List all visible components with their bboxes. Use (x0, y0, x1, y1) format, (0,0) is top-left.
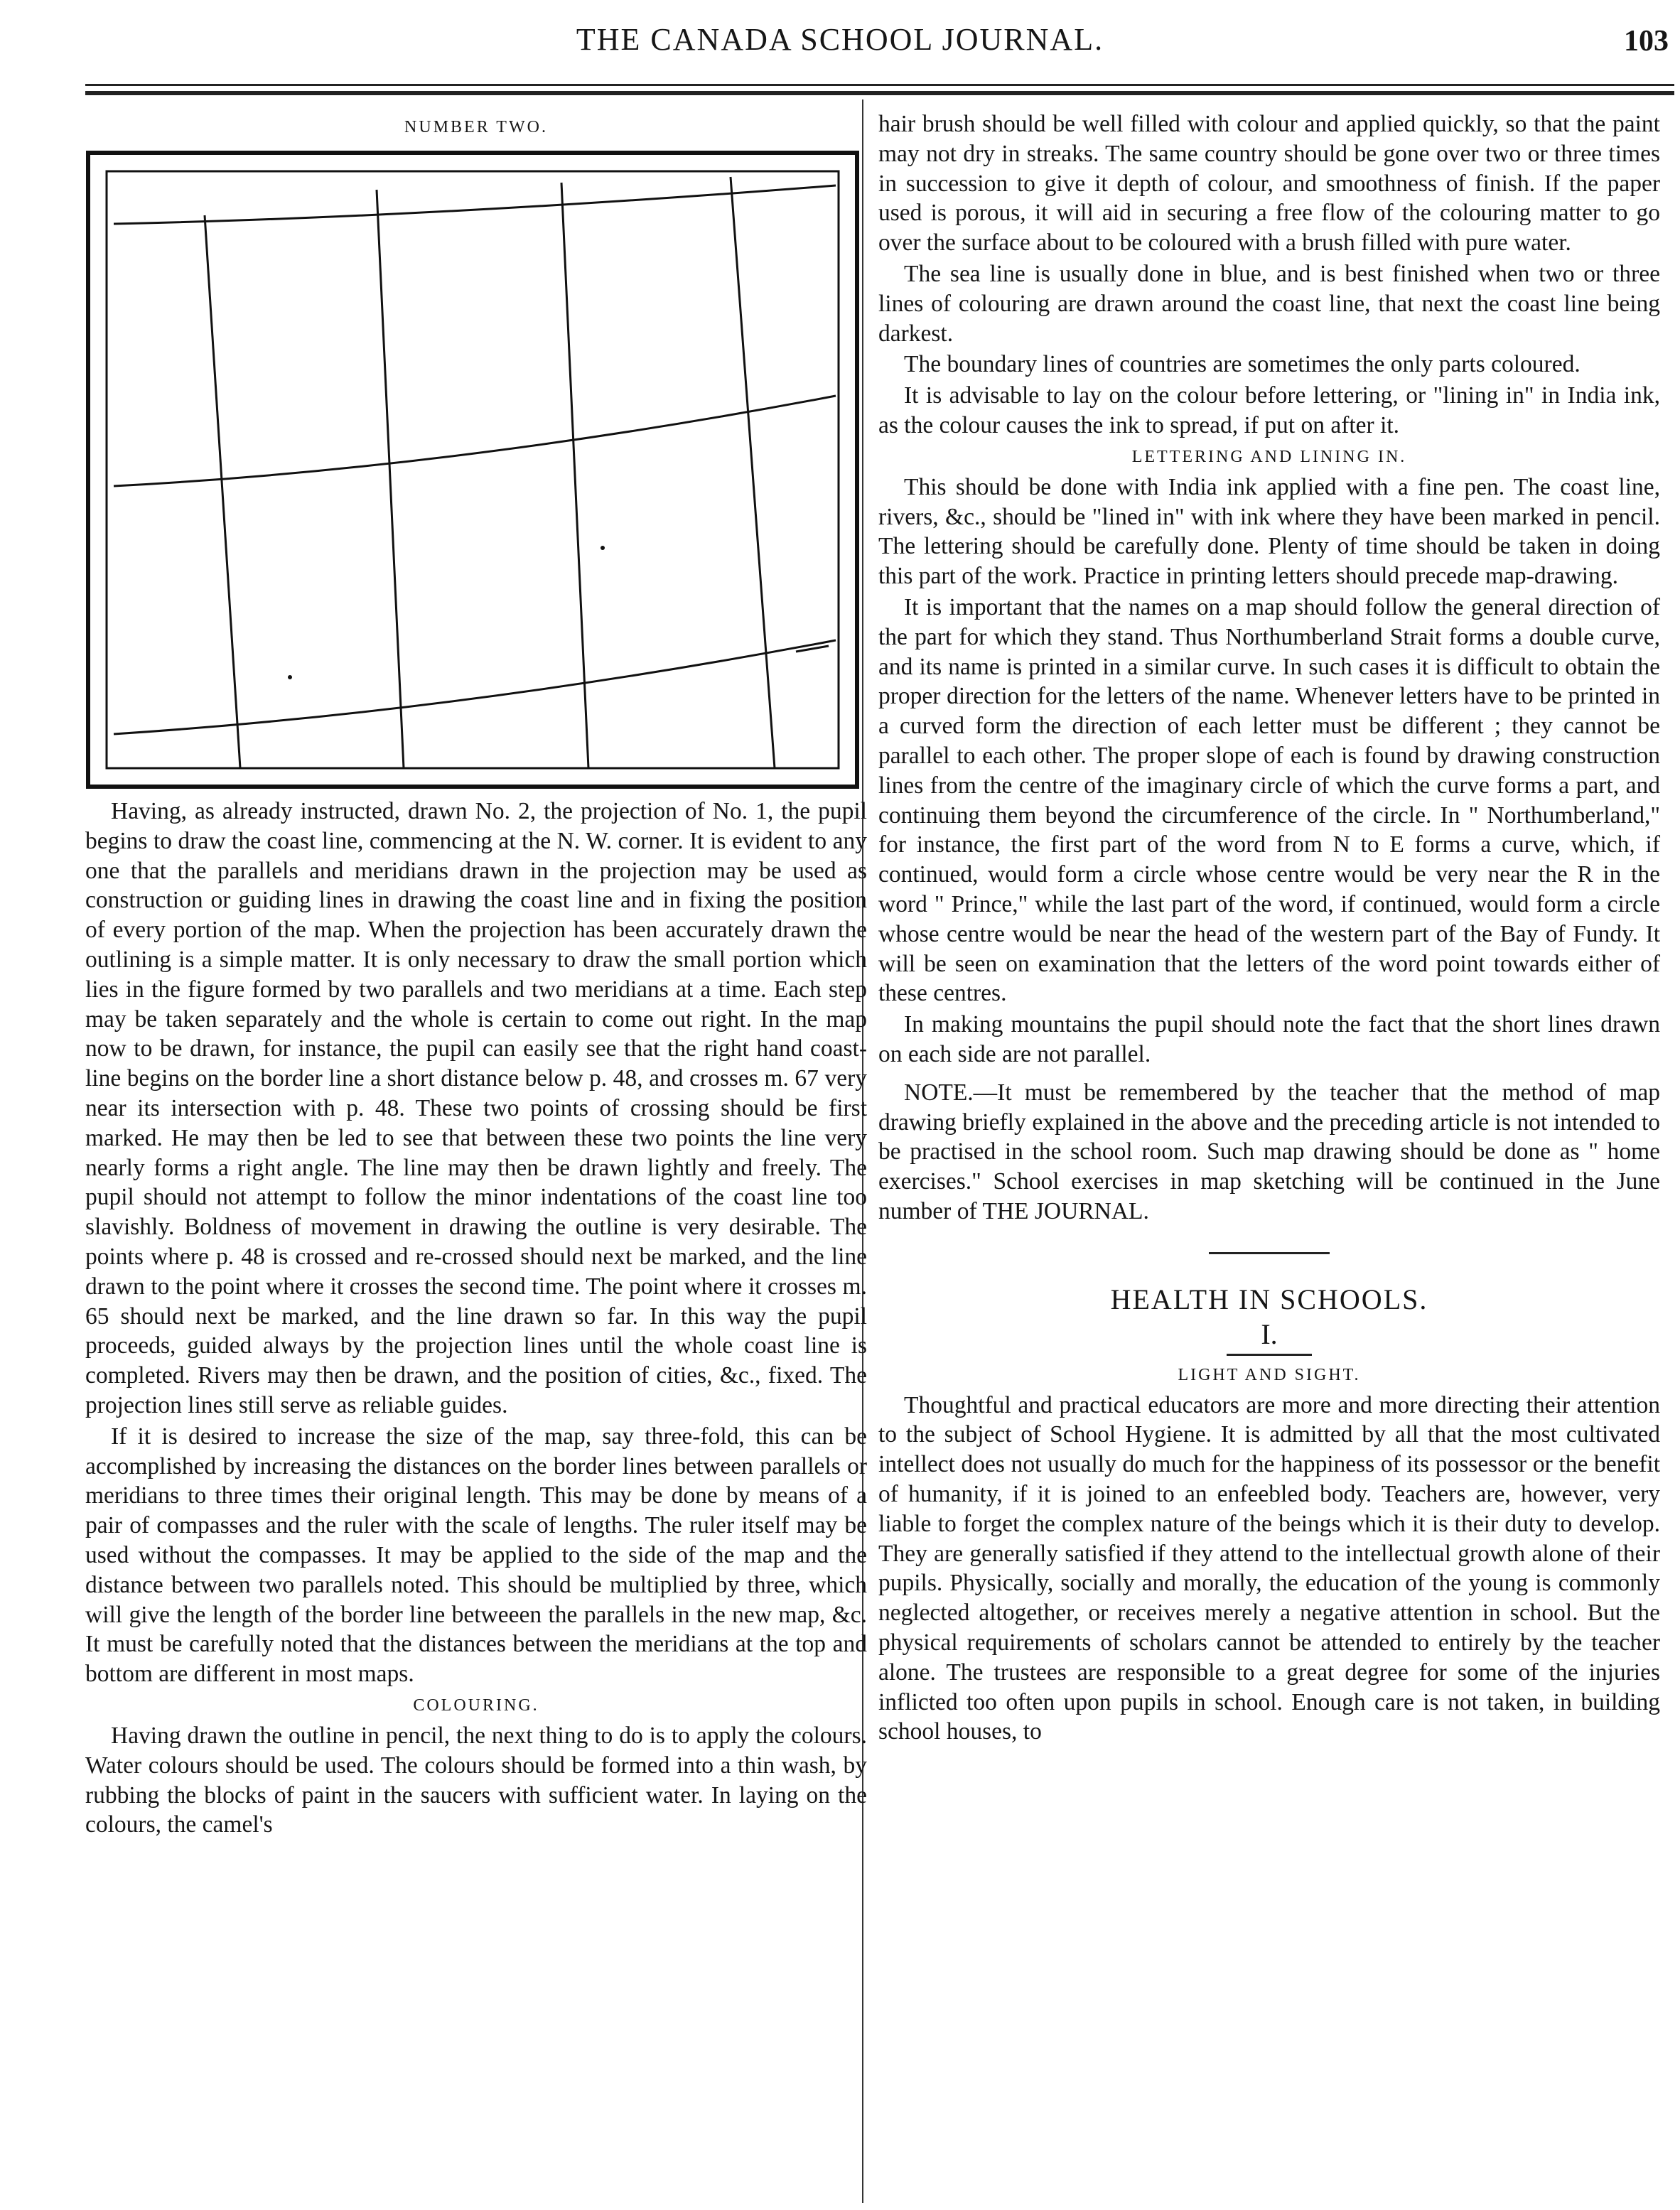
light-and-sight-heading: LIGHT AND SIGHT. (1178, 1365, 1361, 1384)
right-paragraph-5: This should be done with India ink applied with a fine pen. The coast line, rivers, &c., should be "lined in" with ink where they have been marked in pencil. The lettering should be carefully done. Plenty of time should be taken in doing this part of the work. Practice in printing letters should precede map-drawing. (878, 473, 1660, 590)
figure-dot-2 (288, 675, 292, 679)
meridian-line-3 (561, 183, 588, 768)
section-divider-rule (1209, 1252, 1330, 1254)
meridian-line-4 (731, 177, 775, 768)
map-projection-figure (85, 150, 860, 789)
health-section-numeral: I. (1261, 1317, 1278, 1350)
header-rule-thick (85, 91, 1674, 95)
parallel-line-1 (114, 185, 836, 224)
right-paragraph-2: The sea line is usually done in blue, and is best finished when two or three lines of colouring are drawn around the coast line, that next the coast line being darkest. (878, 260, 1660, 347)
right-column (878, 109, 1660, 1747)
meridian-line-2 (377, 190, 404, 768)
note-paragraph: NOTE.—It must be remembered by the teacher that the method of map drawing briefly explained in the above and the preceding article is not intended to be practised in the school room. Such map drawing should be done as " home exercises." School exercises in map sketching will be continued in the June number of THE JOURNAL. (878, 1079, 1660, 1224)
header-rule-thin (85, 84, 1674, 86)
right-paragraph-8: Thoughtful and practical educators are more and more directing their attention to the subject of School Hygiene. It is admitted by all that the most cultivated intellect does not usually do much for the happiness of its possessor or the benefit of humanity, if it is joined to an enfeebled body. Teachers are, however, very liable to forget the complex nature of the beings which it is their duty to develop. They are generally satisfied if they attend to the intellectual growth alone of their pupils. Physically, socially and morally, the education of the young is commonly neglected altogether, or receives merely a negative attention in school. But the physical requirements of scholars cannot be attended to entirely by the teacher alone. The trustees are responsible to a great degree for some of the injuries inflicted too often upon pupils in school. Enough care is not taken, in building school houses, to (878, 1391, 1660, 1745)
right-paragraph-3: The boundary lines of countries are sometimes the only parts coloured. (904, 351, 1581, 378)
right-paragraph-1: hair brush should be well filled with colour and applied quickly, so that the paint may not dry in streaks. The same country should be gone over two or three times in succession to give it depth of colour, and smoothness of finish. If the paper used is porous, it will aid in securing a free flow of the colouring matter to go over the surface about to be coloured with a brush filled with pure water. (878, 111, 1660, 257)
projection-grid-drawing (85, 150, 860, 789)
colouring-heading: COLOURING. (413, 1696, 539, 1715)
figure-heading: NUMBER TWO. (404, 118, 548, 136)
right-paragraph-6: It is important that the names on a map should follow the general direction of the part for which they stand. Thus Northumberland Strait forms a double curve, and its name is printed in a similar curve. In such cases it is difficult to obtain the proper direction for the letters of the name. Whenever letters have to be printed in a curved form the direction of each letter must be different ; they cannot be parallel to each other. The proper slope of each is found by drawing construction lines from the centre of the imaginary circle of which the curve forms a part, and continuing them beyond the circumference of the circle. In " Northumberland," for instance, the first part of the word from N to E forms a curve, which, if continued, would form a circle whose centre would be very near the R in the word " Prince," while the last part of the word, if continued, would form a circle whose centre would be near the head of the western part of the Bay of Fundy. It will be seen on examination that the letters of the word point towards either of these centres. (878, 593, 1660, 1007)
right-paragraph-4: It is advisable to lay on the colour before lettering, or "lining in" in India ink, as the colour causes the ink to spread, if put on after it. (878, 382, 1660, 438)
left-paragraph-1: Having, as already instructed, drawn No. 2, the projection of No. 1, the pupil begins to draw the coast line, commencing at the N. W. corner. It is evident to any one that the parallels and meridians drawn in the projection may be used as construction or guiding lines in drawing the coast line and in fixing the position of every portion of the map. When the projection has been accurately drawn the outlining is a simple matter. It is only necessary to draw the small portion which lies in the figure formed by two parallels and two meridians at a time. Each step may be taken separately and the whole is certain to come out right. In the map now to be drawn, for instance, the pupil can easily see that the right hand coast-line begins on the border line a short distance below p. 48, and crosses m. 67 very near its intersection with p. 48. These two points of crossing should be first marked. He may then be led to see that between these two points the line very nearly forms a right angle. The line may then be drawn lightly and freely. The pupil should not attempt to follow the minor indentations of the coast line too slavishly. Boldness of movement in drawing the outline is very desirable. The points where p. 48 is crossed and re-crossed should next be marked, and the line drawn to the point where it crosses the second time. The point where it crosses m. 65 should next be marked, and the line drawn so far. In this way the pupil proceeds, guided always by the projection lines until the whole coast line is completed. Rivers may then be drawn, and the position of cities, &c., fixed. The projection lines still serve as reliable guides. (85, 798, 867, 1418)
left-paragraph-2: If it is desired to increase the size of the map, say three-fold, this can be accomplished by increasing the distances on the border lines between parallels or meridians to three times their original length. This may be done by means of a pair of compasses and the ruler with the scale of lengths. The ruler itself may be used without the compasses. It may be applied to the side of the map and the distance between two parallels noted. This should be multiplied by three, which will give the length of the border line betweeen the parallels in the new map, &c. It must be carefully noted that the distances between the meridians at the top and bottom are different in most maps. (85, 1423, 867, 1688)
figure-inner-frame (107, 171, 839, 768)
numeral-underline (1227, 1354, 1312, 1356)
figure-outer-frame (88, 153, 857, 787)
left-paragraph-3: Having drawn the outline in pencil, the next thing to do is to apply the colours. Water colours should be used. The colours should be formed into a thin wash, by rubbing the blocks of paint in the saucers with sufficient water. In laying on the colours, the camel's (85, 1722, 867, 1838)
meridian-line-1 (205, 215, 240, 768)
lettering-heading: LETTERING AND LINING IN. (1131, 447, 1407, 466)
health-section-title: HEALTH IN SCHOOLS. (1110, 1283, 1428, 1315)
right-paragraph-7: In making mountains the pupil should note the fact that the short lines drawn on each side are not parallel. (878, 1011, 1660, 1067)
figure-dot-1 (601, 546, 605, 550)
parallel-line-3 (114, 640, 836, 734)
left-column (85, 114, 867, 1840)
page-number: 103 (1624, 25, 1669, 58)
running-head-title: THE CANADA SCHOOL JOURNAL. (576, 22, 1104, 57)
